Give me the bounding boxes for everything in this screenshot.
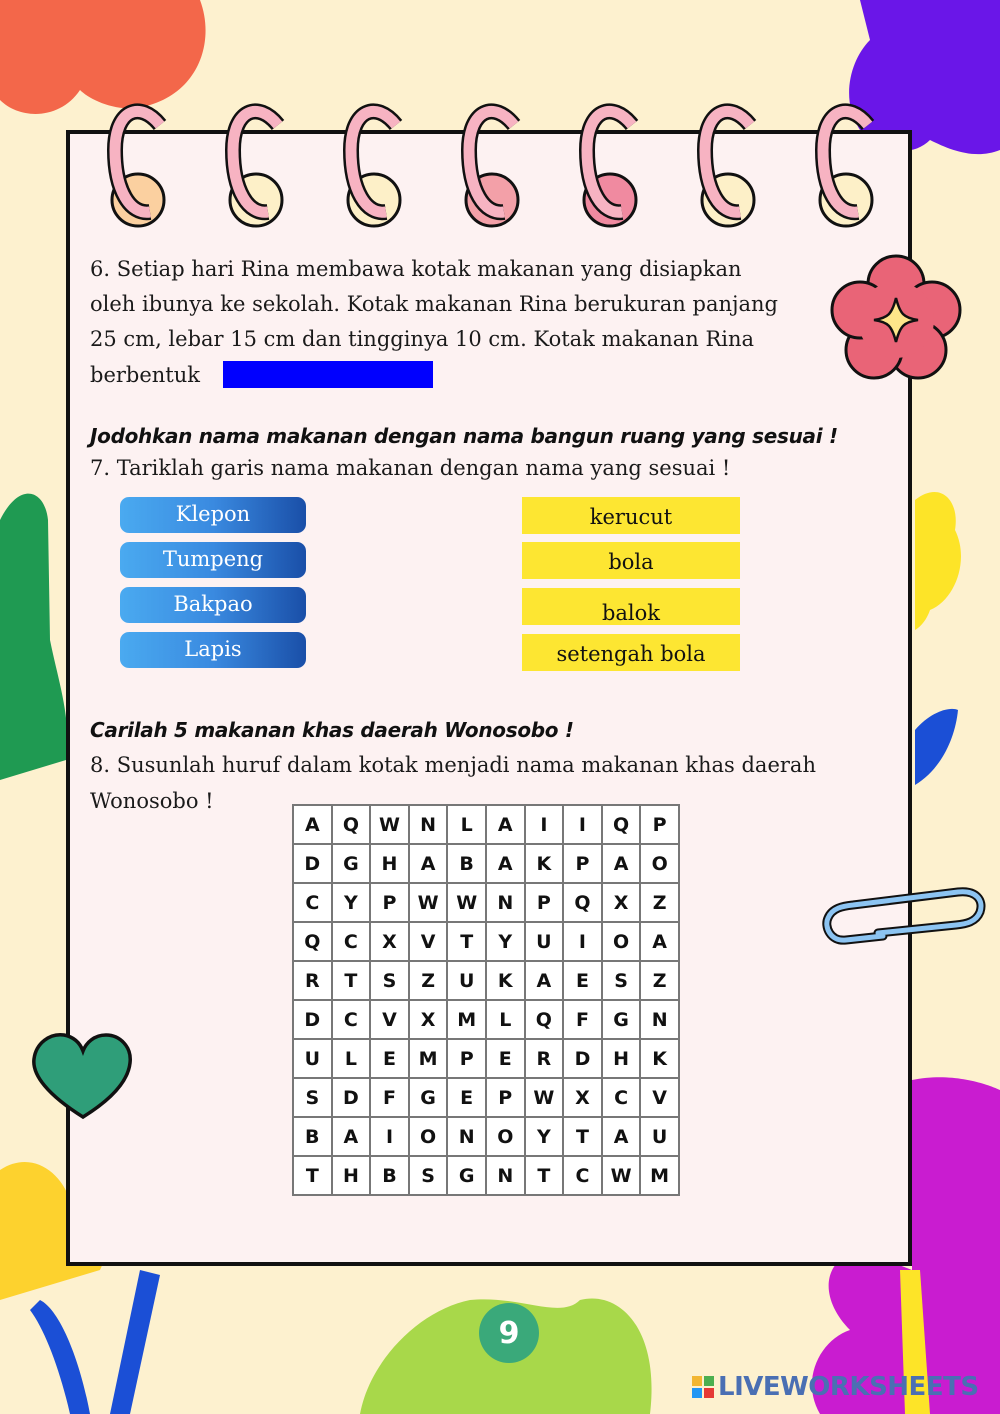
grid-cell[interactable]: Q (564, 884, 603, 923)
grid-cell[interactable]: P (448, 1040, 487, 1079)
grid-cell[interactable]: I (564, 806, 603, 845)
grid-cell[interactable]: H (371, 845, 410, 884)
grid-cell[interactable]: Q (603, 806, 642, 845)
food-item-bakpao[interactable]: Bakpao (120, 587, 306, 623)
grid-cell[interactable]: T (526, 1157, 565, 1196)
grid-cell[interactable]: S (294, 1079, 333, 1118)
grid-cell[interactable]: L (333, 1040, 372, 1079)
grid-cell[interactable]: E (564, 962, 603, 1001)
grid-cell[interactable]: W (410, 884, 449, 923)
question-6-line-3: 25 cm, lebar 15 cm dan tingginya 10 cm. Kotak makanan Rina (90, 327, 755, 351)
grid-cell[interactable]: L (487, 1001, 526, 1040)
grid-cell[interactable]: Q (526, 1001, 565, 1040)
grid-cell[interactable]: N (487, 884, 526, 923)
grid-cell[interactable]: X (371, 923, 410, 962)
paperclip-icon (818, 878, 988, 958)
question-6-line-2: oleh ibunya ke sekolah. Kotak makanan Rina berukuran panjang (90, 292, 778, 316)
question-6-answer-input[interactable] (223, 361, 433, 388)
grid-cell[interactable]: A (410, 845, 449, 884)
grid-cell[interactable]: U (294, 1040, 333, 1079)
grid-cell[interactable]: F (564, 1001, 603, 1040)
grid-cell[interactable]: Y (526, 1118, 565, 1157)
grid-cell[interactable]: O (641, 845, 680, 884)
grid-cell[interactable]: C (333, 923, 372, 962)
grid-cell[interactable]: D (333, 1079, 372, 1118)
grid-cell[interactable]: B (294, 1118, 333, 1157)
grid-cell[interactable]: W (603, 1157, 642, 1196)
grid-cell[interactable]: A (603, 1118, 642, 1157)
grid-cell[interactable]: K (487, 962, 526, 1001)
question-6-line-1: 6. Setiap hari Rina membawa kotak makanan yang disiapkan (90, 257, 742, 281)
grid-cell[interactable]: L (448, 806, 487, 845)
grid-cell[interactable]: Y (333, 884, 372, 923)
grid-cell[interactable]: I (526, 806, 565, 845)
grid-cell[interactable]: X (603, 884, 642, 923)
grid-cell[interactable]: S (410, 1157, 449, 1196)
grid-cell[interactable]: D (294, 845, 333, 884)
grid-cell[interactable]: K (641, 1040, 680, 1079)
grid-cell[interactable]: T (333, 962, 372, 1001)
grid-cell[interactable]: D (564, 1040, 603, 1079)
grid-cell[interactable]: D (294, 1001, 333, 1040)
grid-cell[interactable]: T (294, 1157, 333, 1196)
grid-cell[interactable]: U (448, 962, 487, 1001)
grid-cell[interactable]: R (294, 962, 333, 1001)
grid-cell[interactable]: P (526, 884, 565, 923)
word-search-heading: Carilah 5 makanan khas daerah Wonosobo ! (90, 718, 574, 742)
grid-cell[interactable]: A (487, 806, 526, 845)
grid-cell[interactable]: Z (641, 884, 680, 923)
grid-cell[interactable]: G (603, 1001, 642, 1040)
grid-cell[interactable]: W (371, 806, 410, 845)
grid-cell[interactable]: Z (641, 962, 680, 1001)
grid-cell[interactable]: W (526, 1079, 565, 1118)
grid-cell[interactable]: A (526, 962, 565, 1001)
grid-cell[interactable]: H (603, 1040, 642, 1079)
shape-item-kerucut[interactable]: kerucut (522, 497, 740, 534)
grid-cell[interactable]: F (371, 1079, 410, 1118)
grid-cell[interactable]: Y (487, 923, 526, 962)
grid-cell[interactable]: O (603, 923, 642, 962)
grid-cell[interactable]: E (487, 1040, 526, 1079)
grid-cell[interactable]: C (564, 1157, 603, 1196)
grid-cell[interactable]: G (333, 845, 372, 884)
grid-cell[interactable]: C (603, 1079, 642, 1118)
grid-cell[interactable]: X (564, 1079, 603, 1118)
grid-cell[interactable]: N (410, 806, 449, 845)
grid-cell[interactable]: U (641, 1118, 680, 1157)
grid-cell[interactable]: V (371, 1001, 410, 1040)
shape-item-setengah-bola[interactable]: setengah bola (522, 634, 740, 671)
grid-cell[interactable]: C (294, 884, 333, 923)
grid-cell[interactable]: E (448, 1079, 487, 1118)
grid-cell[interactable]: B (371, 1157, 410, 1196)
grid-cell[interactable]: I (371, 1118, 410, 1157)
question-8-line-2: Wonosobo ! (90, 789, 214, 813)
grid-cell[interactable]: R (526, 1040, 565, 1079)
grid-cell[interactable]: M (410, 1040, 449, 1079)
grid-cell[interactable]: V (641, 1079, 680, 1118)
grid-cell[interactable]: I (564, 923, 603, 962)
grid-cell[interactable]: H (333, 1157, 372, 1196)
grid-cell[interactable]: P (487, 1079, 526, 1118)
grid-cell[interactable]: A (487, 845, 526, 884)
grid-cell[interactable]: V (410, 923, 449, 962)
grid-cell[interactable]: M (641, 1157, 680, 1196)
grid-cell[interactable]: Q (294, 923, 333, 962)
grid-cell[interactable]: N (641, 1001, 680, 1040)
grid-cell[interactable]: B (448, 845, 487, 884)
question-6-line-4: berbentuk (90, 363, 200, 387)
shape-item-balok[interactable]: balok (522, 588, 740, 625)
liveworksheets-logo-icon (692, 1376, 714, 1398)
grid-cell[interactable]: Z (410, 962, 449, 1001)
grid-cell[interactable]: M (448, 1001, 487, 1040)
grid-cell[interactable]: T (448, 923, 487, 962)
grid-cell[interactable]: E (371, 1040, 410, 1079)
matching-heading: Jodohkan nama makanan dengan nama bangun ruang yang sesuai ! (90, 424, 838, 448)
grid-cell[interactable]: W (448, 884, 487, 923)
question-7-instruction: 7. Tariklah garis nama makanan dengan nama yang sesuai ! (90, 456, 731, 480)
shape-item-bola[interactable]: bola (522, 542, 740, 579)
grid-cell[interactable]: T (564, 1118, 603, 1157)
liveworksheets-logo (692, 1372, 979, 1402)
grid-cell[interactable]: G (410, 1079, 449, 1118)
grid-cell[interactable]: A (603, 845, 642, 884)
page-number-badge: 9 (479, 1303, 539, 1363)
grid-cell[interactable]: S (371, 962, 410, 1001)
grid-cell[interactable]: K (526, 845, 565, 884)
grid-cell[interactable]: Q (333, 806, 372, 845)
food-item-klepon[interactable]: Klepon (120, 497, 306, 533)
grid-cell[interactable]: P (641, 806, 680, 845)
grid-cell[interactable]: A (294, 806, 333, 845)
grid-cell[interactable]: N (487, 1157, 526, 1196)
liveworksheets-brand-text: LIVEWORKSHEETS (718, 1372, 979, 1402)
grid-cell[interactable]: P (564, 845, 603, 884)
grid-cell[interactable]: P (371, 884, 410, 923)
grid-cell[interactable]: U (526, 923, 565, 962)
grid-cell[interactable]: N (448, 1118, 487, 1157)
question-8-line-1: 8. Susunlah huruf dalam kotak menjadi nama makanan khas daerah (90, 753, 816, 777)
grid-cell[interactable]: S (603, 962, 642, 1001)
grid-cell[interactable]: G (448, 1157, 487, 1196)
grid-cell[interactable]: A (641, 923, 680, 962)
grid-cell[interactable]: C (333, 1001, 372, 1040)
grid-cell[interactable]: A (333, 1118, 372, 1157)
grid-cell[interactable]: O (487, 1118, 526, 1157)
food-item-lapis[interactable]: Lapis (120, 632, 306, 668)
word-search-grid (292, 804, 680, 1196)
heart-sticker-icon (28, 1025, 138, 1125)
grid-cell[interactable]: X (410, 1001, 449, 1040)
grid-cell[interactable]: O (410, 1118, 449, 1157)
food-item-tumpeng[interactable]: Tumpeng (120, 542, 306, 578)
flower-sticker-icon (828, 252, 968, 382)
